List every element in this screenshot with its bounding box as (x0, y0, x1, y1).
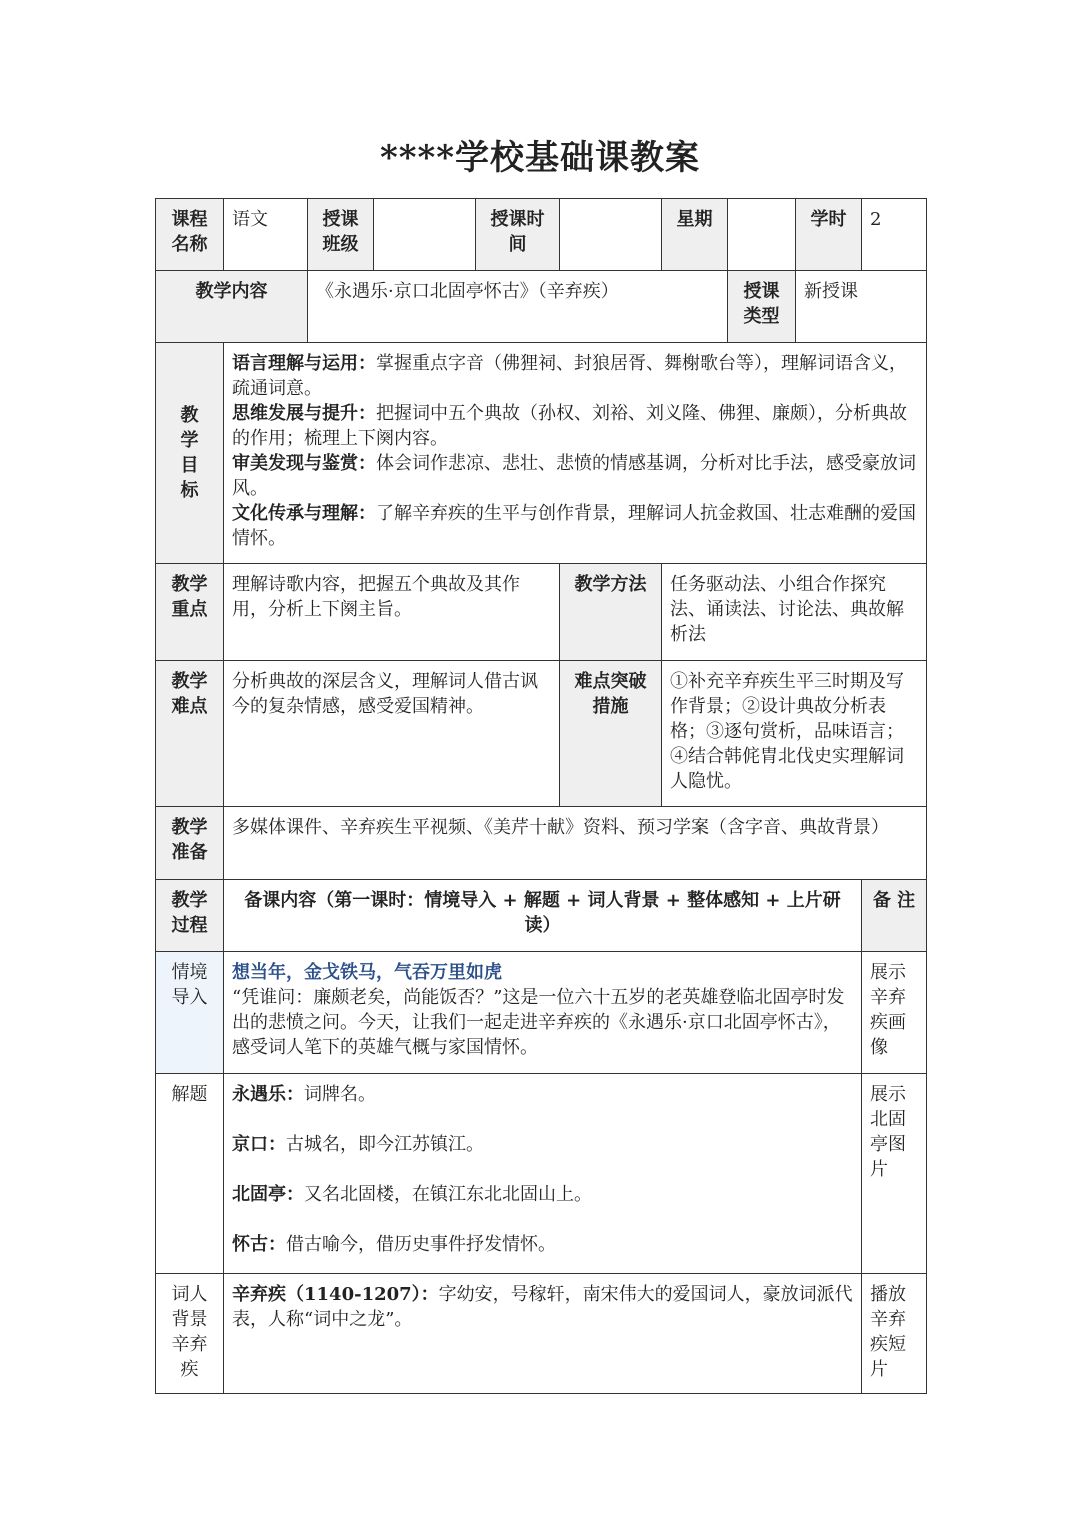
stage-title-note: 展示北固亭图片 (862, 1074, 927, 1274)
intro-lead: 想当年，金戈铁马，气吞万里如虎 (232, 962, 502, 983)
stage-intro-content (224, 952, 862, 1074)
content-label: 教学内容 (156, 271, 308, 343)
objectives-content (224, 343, 927, 564)
measures-label: 难点突破措施 (560, 661, 662, 807)
author-text: 字幼安，号稼轩，南宋伟大的爱国词人，豪放词派代表，人称“词中之龙”。 (232, 1284, 853, 1330)
process-label: 教学过程 (156, 880, 224, 952)
process-notes-header: 备 注 (862, 880, 927, 952)
class-label: 授课班级 (308, 199, 374, 271)
lesson-plan-table (155, 198, 927, 1394)
preparation-value: 多媒体课件、辛弃疾生平视频、《美芹十献》资料、预习学案（含字音、典故背景） (224, 807, 927, 880)
objective-item: 思维发展与提升：把握词中五个典故（孙权、刘裕、刘义隆、佛狸、廉颇），分析典故的作用；梳理上下阕内容。 (232, 403, 907, 449)
process-content-header: 备课内容（第一课时：情境导入 + 解题 + 词人背景 + 整体感知 + 上片研读） (224, 880, 862, 952)
objectives-row (156, 343, 927, 564)
difficulties-value: 分析典故的深层含义，理解词人借古讽今的复杂情感，感受爱国精神。 (224, 661, 560, 807)
intro-body: “凭谁问：廉颇老矣，尚能饭否？”这是一位六十五岁的老英雄登临北固亭时发出的悲愤之问。今天，让我们一起走进辛弃疾的《永遇乐·京口北固亭怀古》，感受词人笔下的英雄气概与家国情怀。 (232, 987, 845, 1058)
stage-intro-note: 展示辛弃疾画像 (862, 952, 927, 1074)
hours-value: 2 (862, 199, 927, 271)
process-row-intro (156, 952, 927, 1074)
hours-label: 学时 (796, 199, 862, 271)
objective-item: 审美发现与鉴赏：体会词作悲凉、悲壮、悲愤的情感基调，分析对比手法，感受豪放词风。 (232, 453, 916, 499)
method-value: 任务驱动法、小组合作探究法、诵读法、讨论法、典故解析法 (662, 564, 927, 661)
type-value: 新授课 (796, 271, 927, 343)
title-item: 京口：古城名，即今江苏镇江。 (232, 1134, 484, 1155)
stage-title-label: 解题 (156, 1074, 224, 1274)
stage-author-label: 词人背景辛弃疾 (156, 1274, 224, 1394)
weekday-value (728, 199, 796, 271)
stage-intro-label: 情境导入 (156, 952, 224, 1074)
title-item: 怀古：借古喻今，借历史事件抒发情怀。 (232, 1234, 556, 1255)
key-points-row (156, 564, 927, 661)
process-row-title (156, 1074, 927, 1274)
type-label: 授课类型 (728, 271, 796, 343)
time-value (560, 199, 662, 271)
preparation-row (156, 807, 927, 880)
course-name-value: 语文 (224, 199, 308, 271)
key-points-value: 理解诗歌内容，把握五个典故及其作用，分析上下阕主旨。 (224, 564, 560, 661)
process-header-row (156, 880, 927, 952)
class-value (374, 199, 476, 271)
stage-author-content (224, 1274, 862, 1394)
time-label: 授课时间 (476, 199, 560, 271)
weekday-label: 星期 (662, 199, 728, 271)
title-item: 永遇乐：词牌名。 (232, 1084, 376, 1105)
stage-title-content (224, 1074, 862, 1274)
key-points-label: 教学重点 (156, 564, 224, 661)
objective-item: 文化传承与理解：了解辛弃疾的生平与创作背景，理解词人抗金救国、壮志难酬的爱国情怀。 (232, 503, 916, 549)
difficulties-row (156, 661, 927, 807)
header-row (156, 199, 927, 271)
course-name-label: 课程名称 (156, 199, 224, 271)
preparation-label: 教学准备 (156, 807, 224, 880)
page-title: ****学校基础课教案 (379, 138, 701, 178)
objectives-label: 教学目标 (156, 343, 224, 564)
stage-author-note: 播放辛弃疾短片 (862, 1274, 927, 1394)
process-row-author (156, 1274, 927, 1394)
measures-value: ①补充辛弃疾生平三时期及写作背景；②设计典故分析表格；③逐句赏析，品味语言；④结合韩侂胄北伐史实理解词人隐忧。 (662, 661, 927, 807)
difficulties-label: 教学难点 (156, 661, 224, 807)
content-value: 《永遇乐·京口北固亭怀古》（辛弃疾） (308, 271, 728, 343)
objective-item: 语言理解与运用：掌握重点字音（佛狸祠、封狼居胥、舞榭歌台等），理解词语含义，疏通词意。 (232, 353, 907, 399)
method-label: 教学方法 (560, 564, 662, 661)
title-item: 北固亭：又名北固楼，在镇江东北北固山上。 (232, 1184, 592, 1205)
author-head: 辛弃疾（1140-1207）： (232, 1284, 439, 1305)
content-row (156, 271, 927, 343)
